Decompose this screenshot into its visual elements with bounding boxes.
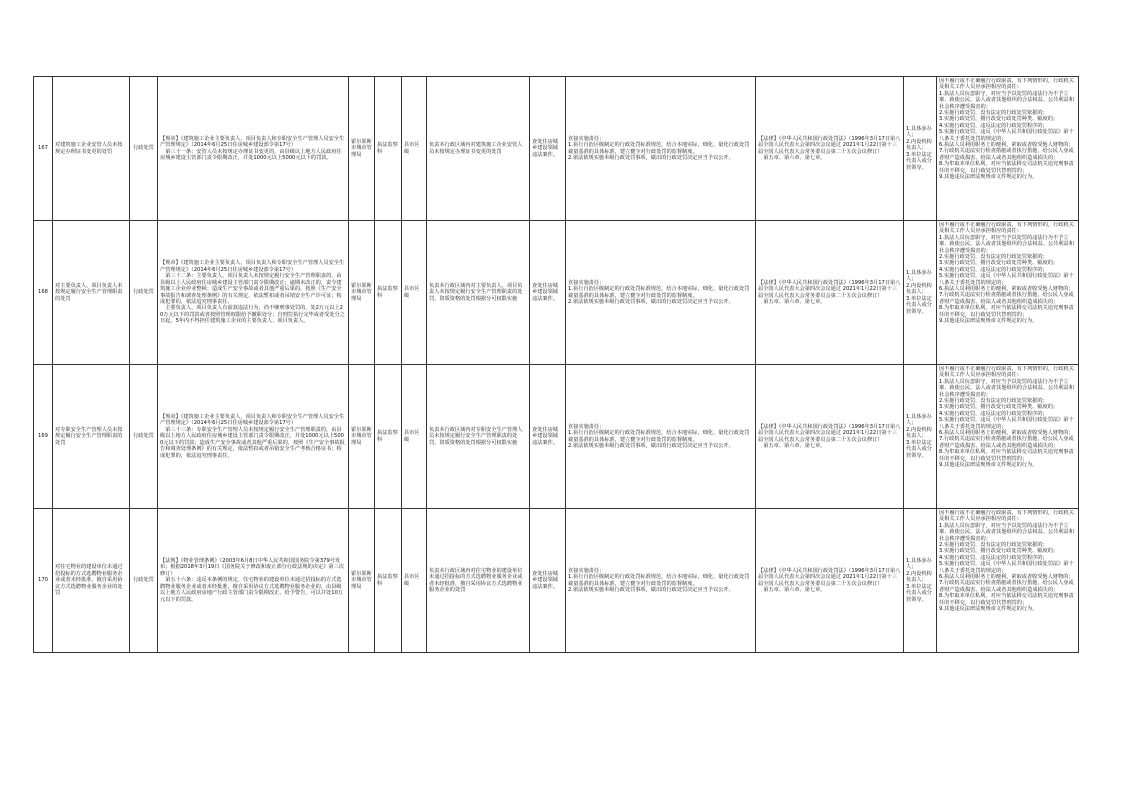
responsibility-scope: 查处住房城乡建设领域违法案件。	[530, 365, 566, 509]
accountability-text: 因不履行或不正确履行行政职责，有下列情形的，行政机关及相关工作人员应承担相应的责任： 1.执法人员玩忽职守，对应当予以处罚的违法行为不予立案、致使公民、法人或者其他组织的合法权益、公共利益和社会秩序遭受损害的； 2.实施行政处罚，没有法定的行政处罚依据的； 3.实施行政处罚，擅自改变行政处罚种类、幅度的； 4.实施行政处罚，违反法定的行政处罚程序的； 5.实施行政处罚，违反《中华人民共和国行政处罚法》第十八条关于委托处罚的规定的； 6.执法人员利用职务上的便利，索取或者收受他人财物的； 7.行政机关违法实行检查措施或者执行措施，给公民人身或者财产造成损害、给法人或者其他组织造成损失的； 8.为牟取本单位私利，对应当依法移交司法机关追究刑事责任的不移交，以行政处罚代替刑罚的； 9.其他违反法律法规规章文件规定的行为。	[939, 222, 1074, 325]
item-category: 行政处罚	[130, 221, 158, 365]
item-name: 对建筑施工企业安管人员未按规定办理证书变更的处罚	[53, 77, 130, 221]
legal-basis: 【规章】《建筑施工企业主要负责人、项目负责人和专职安全生产管理人员安全生产管理规定》（2014年6月25日住房城乡建设部令第17号） 第三十三条：专职安全生产管理人员未按规定履行安全生产管理职责的，由县级以上地方人民政府住房城乡建设主管部门责令限期改正，并处1000元以上5000元以下的罚款；造成生产安全事故或者其他严重后果的，按照《生产安全事故报告和调查处理条例》的有关规定，依法暂扣或者吊销安全生产考核合格证书；构成犯罪的，依法追究刑事责任。	[158, 365, 349, 509]
implementing-department: 霍尔果斯市城市管理局	[349, 77, 375, 221]
implementing-unit: 执法监察科	[375, 365, 402, 509]
accountability-text: 因不履行或不正确履行行政职责，有下列情形的，行政机关及相关工作人员应承担相应的责任： 1.执法人员玩忽职守，对应当予以处罚的违法行为不予立案、致使公民、法人或者其他组织的合法权益、公共利益和社会秩序遭受损害的； 2.实施行政处罚，没有法定的行政处罚依据的； 3.实施行政处罚，擅自改变行政处罚种类、幅度的； 4.实施行政处罚，违反法定的行政处罚程序的； 5.实施行政处罚，违反《中华人民共和国行政处罚法》第十八条关于委托处罚的规定的； 6.执法人员利用职务上的便利，索取或者收受他人财物的； 7.行政机关违法实行检查措施或者执行措施，给公民人身或者财产造成损害、给法人或者其他组织造成损失的； 8.为牟取本单位私利，对应当依法移交司法机关追究刑事责任的不移交，以行政处罚代替刑罚的； 9.其他违反法律法规规章文件规定的行为。	[939, 510, 1074, 613]
responsibility-scope: 查处住房城乡建设领域违法案件。	[530, 77, 566, 221]
responsibility-subject: 负责本行政区域内对专职安全生产管理人员未按规定履行安全生产管理职责的处罚，资质资格的处罚根据分可权限实施	[427, 365, 530, 509]
accountability-clauses	[937, 77, 1079, 221]
duty-description: 直接实施责任： 1.执行自治区级制定的行政处罚标准规范，结合本地实际，细化、量化行政处罚裁量基准的具体标准，建立健全对行政处罚的监督制度。 2.依法依规实施本级行政处罚事项，做出的行政处罚决定应当予以公开。	[566, 509, 756, 653]
item-name: 对专职安全生产管理人员未按规定履行安全生产管理职责的处罚	[53, 365, 130, 509]
authority-level: 县市区级	[402, 365, 427, 509]
item-category: 行政处罚	[130, 509, 158, 653]
responsible-persons: 1.具体承办人； 2.内设机构负责人； 3.单位法定代表人或分管领导。	[904, 77, 937, 221]
legal-basis: 【规章】《建筑施工企业主要负责人、项目负责人和专职安全生产管理人员安全生产管理规定》（2014年6月25日住房城乡建设部令第17号） 第三十一条：安管人员未按规定办理证书变更的，由县级以上地方人民政府住房城乡建设主管部门责令限期改正，并处1000元以上5000元以下的罚款。	[158, 77, 349, 221]
row-number: 169	[34, 365, 53, 509]
responsibility-subject: 负责本行政区域内对住宅物业的建设单位未通过招投标的方式选聘物业服务企业或者未经批准，擅自采用协议方式选聘物业服务企业的处罚	[427, 509, 530, 653]
item-name: 对住宅物业的建设单位未通过招投标的方式选聘物业服务企业或者未经批准，擅自采用协议方式选聘物业服务企业的处罚	[53, 509, 130, 653]
responsibility-scope: 查处住房城乡建设领域违法案件。	[530, 509, 566, 653]
row-number: 167	[34, 77, 53, 221]
implementing-unit: 执法监察科	[375, 77, 402, 221]
law-reference: 【法律】《中华人民共和国行政处罚法》（1996年3月17日第八届全国人民代表大会第四次会议通过 2021年1月22日第十三届全国人民代表大会常务委员会第二十五次会议修订） 第五章、第六章、第七章。	[756, 77, 904, 221]
responsibility-scope: 查处住房城乡建设领域违法案件。	[530, 221, 566, 365]
responsible-persons: 1.具体承办人； 2.内设机构负责人； 3.单位法定代表人或分管领导。	[904, 509, 937, 653]
responsibility-subject: 负责本行政区域内对建筑施工企业安管人员未按规定办理证书变更的处罚	[427, 77, 530, 221]
accountability-clauses	[937, 221, 1079, 365]
implementing-department: 霍尔果斯市城市管理局	[349, 221, 375, 365]
responsibility-table	[33, 76, 1079, 653]
legal-basis: 【法规】《物业管理条例》（2003年6月8日中华人民共和国国务院令第379号发布；根据2018年3月19日《国务院关于修改和废止部分行政法规的决定》第三次修订） 第五十六条：违反本条例的规定，住宅物业的建设单位未通过招投标的方式选聘物业服务企业或者未经批准，擅自采用协议方式选聘物业服务企业的，由县级以上地方人民政府房地产行政主管部门责令限期改正，给予警告，可以并处10万元以下的罚款。	[158, 509, 349, 653]
law-reference: 【法律】《中华人民共和国行政处罚法》（1996年3月17日第八届全国人民代表大会第四次会议通过 2021年1月22日第十三届全国人民代表大会常务委员会第二十五次会议修订） 第五章、第六章、第七章。	[756, 221, 904, 365]
law-reference: 【法律】《中华人民共和国行政处罚法》（1996年3月17日第八届全国人民代表大会第四次会议通过 2021年1月22日第十三届全国人民代表大会常务委员会第二十五次会议修订） 第五章、第六章、第七章。	[756, 509, 904, 653]
accountability-clauses	[937, 509, 1079, 653]
law-reference: 【法律】《中华人民共和国行政处罚法》（1996年3月17日第八届全国人民代表大会第四次会议通过 2021年1月22日第十三届全国人民代表大会常务委员会第二十五次会议修订） 第五章、第六章、第七章。	[756, 365, 904, 509]
item-category: 行政处罚	[130, 77, 158, 221]
accountability-clauses	[937, 365, 1079, 509]
table-row	[34, 77, 1079, 221]
authority-level: 县市区级	[402, 221, 427, 365]
duty-description: 直接实施责任： 1.执行自治区级制定的行政处罚标准规范，结合本地实际，细化、量化行政处罚裁量基准的具体标准，建立健全对行政处罚的监督制度。 2.依法依规实施本级行政处罚事项，做出的行政处罚决定应当予以公开。	[566, 365, 756, 509]
implementing-unit: 执法监察科	[375, 509, 402, 653]
table-row	[34, 509, 1079, 653]
responsible-persons: 1.具体承办人； 2.内设机构负责人； 3.单位法定代表人或分管领导。	[904, 221, 937, 365]
item-name: 对主要负责人、项目负责人未按规定履行安全生产管理职责的处罚	[53, 221, 130, 365]
table-row	[34, 221, 1079, 365]
responsible-persons: 1.具体承办人； 2.内设机构负责人； 3.单位法定代表人或分管领导。	[904, 365, 937, 509]
item-category: 行政处罚	[130, 365, 158, 509]
authority-level: 县市区级	[402, 509, 427, 653]
row-number: 168	[34, 221, 53, 365]
accountability-text: 因不履行或不正确履行行政职责，有下列情形的，行政机关及相关工作人员应承担相应的责任： 1.执法人员玩忽职守，对应当予以处罚的违法行为不予立案、致使公民、法人或者其他组织的合法权益、公共利益和社会秩序遭受损害的； 2.实施行政处罚，没有法定的行政处罚依据的； 3.实施行政处罚，擅自改变行政处罚种类、幅度的； 4.实施行政处罚，违反法定的行政处罚程序的； 5.实施行政处罚，违反《中华人民共和国行政处罚法》第十八条关于委托处罚的规定的； 6.执法人员利用职务上的便利，索取或者收受他人财物的； 7.行政机关违法实行检查措施或者执行措施，给公民人身或者财产造成损害、给法人或者其他组织造成损失的； 8.为牟取本单位私利，对应当依法移交司法机关追究刑事责任的不移交，以行政处罚代替刑罚的； 9.其他违反法律法规规章文件规定的行为。	[939, 366, 1074, 469]
table-row	[34, 365, 1079, 509]
responsibility-subject: 负责本行政区域内对主要负责人、项目负责人未按规定履行安全生产管理职责的处罚，资质资格的处罚根据分可权限实施	[427, 221, 530, 365]
implementing-department: 霍尔果斯市城市管理局	[349, 509, 375, 653]
accountability-text: 因不履行或不正确履行行政职责，有下列情形的，行政机关及相关工作人员应承担相应的责任： 1.执法人员玩忽职守，对应当予以处罚的违法行为不予立案、致使公民、法人或者其他组织的合法权益、公共利益和社会秩序遭受损害的； 2.实施行政处罚，没有法定的行政处罚依据的； 3.实施行政处罚，擅自改变行政处罚种类、幅度的； 4.实施行政处罚，违反法定的行政处罚程序的； 5.实施行政处罚，违反《中华人民共和国行政处罚法》第十八条关于委托处罚的规定的； 6.执法人员利用职务上的便利，索取或者收受他人财物的； 7.行政机关违法实行检查措施或者执行措施，给公民人身或者财产造成损害、给法人或者其他组织造成损失的； 8.为牟取本单位私利，对应当依法移交司法机关追究刑事责任的不移交，以行政处罚代替刑罚的； 9.其他违反法律法规规章文件规定的行为。	[939, 78, 1074, 181]
implementing-department: 霍尔果斯市城市管理局	[349, 365, 375, 509]
legal-basis: 【规章】《建筑施工企业主要负责人、项目负责人和专职安全生产管理人员安全生产管理规定》（2014年6月25日住房城乡建设部令第17号） 第三十二条：主要负责人、项目负责人未按规定履行安全生产管理职责的，由县级以上人民政府住房城乡建设主管部门责令限期改正；逾期未改正的，责令建筑施工企业停业整顿；造成生产安全事故或者其他严重后果的，按照《生产安全事故报告和调查处理条例》的有关规定，依法暂扣或者吊销安全生产许可证；构成犯罪的，依法追究刑事责任。 主要负责人、项目负责人有前款违法行为，尚不够刑事处罚的，处2万元以上20万元以下的罚款或者按照管理权限给予撤职处分；自刑罚执行完毕或者受处分之日起，5年内不得担任建筑施工企业的主要负责人、项目负责人。	[158, 221, 349, 365]
duty-description: 直接实施责任： 1.执行自治区级制定的行政处罚标准规范，结合本地实际，细化、量化行政处罚裁量基准的具体标准，建立健全对行政处罚的监督制度。 2.依法依规实施本级行政处罚事项，做出的行政处罚决定应当予以公开。	[566, 221, 756, 365]
duty-description: 直接实施责任： 1.执行自治区级制定的行政处罚标准规范，结合本地实际，细化、量化行政处罚裁量基准的具体标准，建立健全对行政处罚的监督制度。 2.依法依规实施本级行政处罚事项，做出的行政处罚决定应当予以公开。	[566, 77, 756, 221]
row-number: 170	[34, 509, 53, 653]
authority-level: 县市区级	[402, 77, 427, 221]
implementing-unit: 执法监察科	[375, 221, 402, 365]
